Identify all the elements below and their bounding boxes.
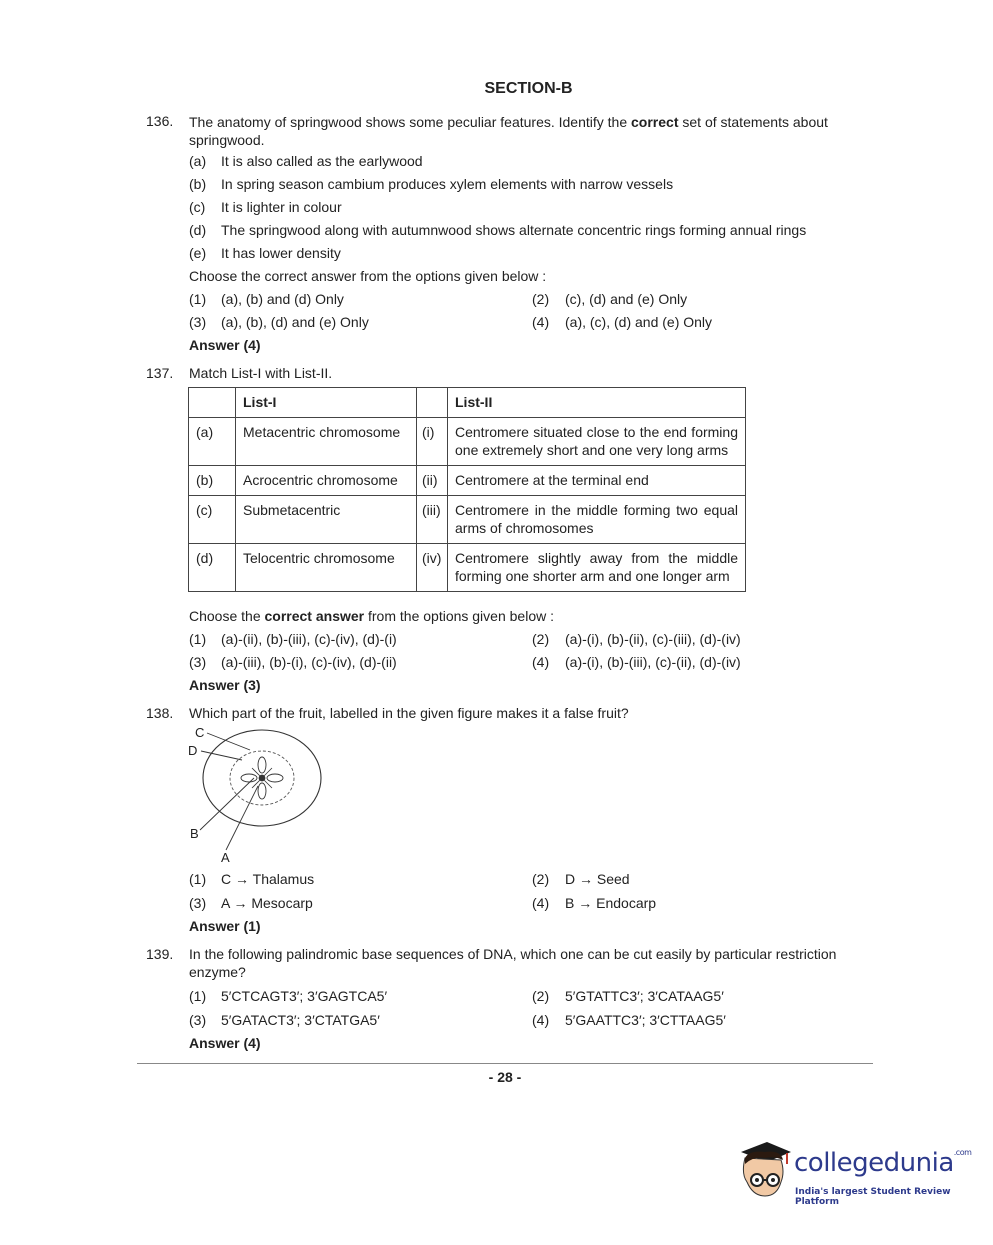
option-label: (1): [189, 291, 207, 307]
logo-mascot-icon: [735, 1138, 793, 1202]
option-text: (a), (b), (d) and (e) Only: [221, 314, 369, 330]
option-label: (1): [189, 988, 207, 1004]
statement-label: (b): [189, 176, 207, 192]
question-136-text-line2: springwood.: [189, 132, 265, 148]
footer-divider: [137, 1063, 873, 1064]
question-number-139: 139.: [146, 946, 174, 962]
row-label: (i): [417, 418, 448, 466]
option-text: (a), (c), (d) and (e) Only: [565, 314, 713, 330]
list1-item: Telocentric chromosome: [236, 544, 417, 592]
row-label: (iii): [417, 496, 448, 544]
list2-item: Centromere in the middle forming two equal arms of chromosomes: [448, 496, 746, 544]
list2-header: List-II: [448, 388, 746, 418]
answer-138: Answer (1): [189, 918, 261, 934]
list1-header: List-I: [236, 388, 417, 418]
option-text: 5′GTATTC3′; 3′CATAAG5′: [565, 988, 724, 1004]
statement-text: It is also called as the earlywood: [221, 153, 423, 169]
statement-label: (c): [189, 199, 206, 215]
figure-label-d: D: [188, 743, 198, 758]
option-text: (a), (b) and (d) Only: [221, 291, 344, 307]
answer-139: Answer (4): [189, 1035, 261, 1051]
list2-item: Centromere slightly away from the middle forming one shorter arm and one longer arm: [448, 544, 746, 592]
option-label: (2): [532, 871, 550, 887]
option-label: (1): [189, 871, 207, 887]
statement-text: It has lower density: [221, 245, 341, 261]
question-137-prompt: Choose the correct answer from the options given below :: [189, 608, 554, 624]
option-text: (a)-(iii), (b)-(i), (c)-(iv), (d)-(ii): [221, 654, 397, 670]
logo-tagline: India's largest Student Review Platform: [795, 1187, 951, 1207]
option-text: 5′GATACT3′; 3′CTATGA5′: [221, 1012, 380, 1028]
option-text: (a)-(i), (b)-(ii), (c)-(iii), (d)-(iv): [565, 631, 741, 647]
table-header-row: [189, 388, 746, 418]
statement-label: (a): [189, 153, 207, 169]
list1-item: Metacentric chromosome: [236, 418, 417, 466]
figure-label-c: C: [195, 725, 205, 740]
section-title: SECTION-B: [484, 80, 573, 97]
row-label: (ii): [417, 466, 448, 496]
answer-136: Answer (4): [189, 337, 261, 353]
option-label: (4): [532, 895, 550, 911]
table-cell: [417, 388, 448, 418]
question-138-text: Which part of the fruit, labelled in the given figure makes it a false fruit?: [189, 705, 629, 721]
question-139-text-line2: enzyme?: [189, 964, 246, 980]
question-number-137: 137.: [146, 365, 174, 381]
question-136-prompt: Choose the correct answer from the options given below :: [189, 268, 547, 284]
question-number-136: 136.: [146, 113, 174, 129]
option-text: (a)-(i), (b)-(iii), (c)-(ii), (d)-(iv): [565, 654, 741, 670]
option-label: (4): [532, 654, 550, 670]
false-fruit-figure: [180, 722, 330, 872]
option-text: 5′GAATTC3′; 3′CTTAAG5′: [565, 1012, 726, 1028]
row-label: (b): [189, 466, 236, 496]
option-label: (3): [189, 895, 207, 911]
option-text: 5′CTCAGT3′; 3′GAGTCA5′: [221, 988, 388, 1004]
table-row: [189, 466, 746, 496]
option-label: (2): [532, 631, 550, 647]
list2-item: Centromere at the terminal end: [448, 466, 746, 496]
option-text: (c), (d) and (e) Only: [565, 291, 688, 307]
table-row: [189, 496, 746, 544]
row-label: (iv): [417, 544, 448, 592]
question-number-138: 138.: [146, 705, 174, 721]
list1-item: Submetacentric: [236, 496, 417, 544]
option-text: B → Endocarp: [565, 895, 657, 911]
statement-label: (e): [189, 245, 207, 261]
row-label: (d): [189, 544, 236, 592]
page-number: - 28 -: [488, 1069, 522, 1085]
option-label: (4): [532, 314, 550, 330]
option-text: C → Thalamus: [221, 871, 315, 887]
table-row: [189, 418, 746, 466]
option-text: A → Mesocarp: [221, 895, 313, 911]
statement-label: (d): [189, 222, 207, 238]
match-table: [188, 387, 746, 592]
statement-text: In spring season cambium produces xylem elements with narrow vessels: [221, 176, 674, 192]
row-label: (c): [189, 496, 236, 544]
option-label: (4): [532, 1012, 550, 1028]
option-label: (2): [532, 291, 550, 307]
option-label: (3): [189, 654, 207, 670]
logo-wordmark: collegedunia$^{.com}$: [794, 1148, 972, 1178]
table-cell: [189, 388, 236, 418]
figure-label-a: A: [221, 850, 230, 865]
question-137-text: Match List-I with List-II.: [189, 365, 333, 381]
statement-text: The springwood along with autumnwood shows alternate concentric rings forming annual rings: [221, 222, 807, 238]
option-label: (2): [532, 988, 550, 1004]
question-139-text: In the following palindromic base sequences of DNA, which one can be cut easily by particular restriction: [189, 946, 837, 962]
row-label: (a): [189, 418, 236, 466]
list1-item: Acrocentric chromosome: [236, 466, 417, 496]
answer-137: Answer (3): [189, 677, 261, 693]
figure-label-b: B: [190, 826, 199, 841]
option-label: (1): [189, 631, 207, 647]
option-text: D → Seed: [565, 871, 630, 887]
option-text: (a)-(ii), (b)-(iii), (c)-(iv), (d)-(i): [221, 631, 397, 647]
statement-text: It is lighter in colour: [221, 199, 342, 215]
list2-item: Centromere situated close to the end forming one extremely short and one very long arms: [448, 418, 746, 466]
option-label: (3): [189, 314, 207, 330]
table-row: [189, 544, 746, 592]
question-136-text: The anatomy of springwood shows some peculiar features. Identify the correct set of statements about: [189, 114, 828, 130]
option-label: (3): [189, 1012, 207, 1028]
